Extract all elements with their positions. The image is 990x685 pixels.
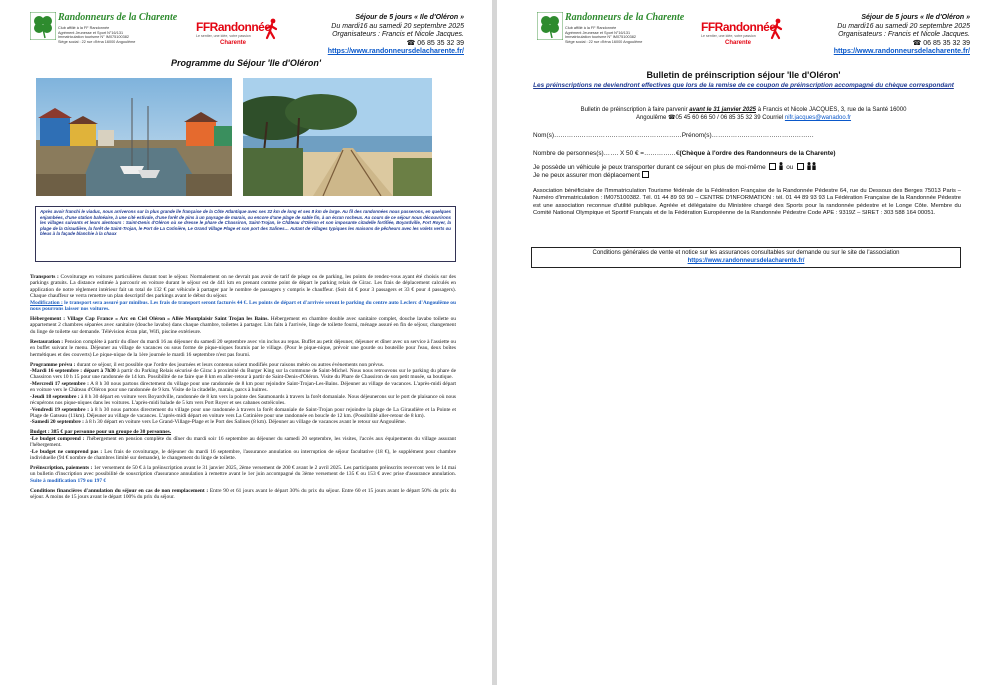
ffr-logo — [196, 16, 280, 52]
budget-exclut — [30, 449, 456, 462]
clover-icon — [30, 12, 56, 40]
club-line: Club affilié à la FF Randonnée — [58, 26, 110, 30]
cheque-note: (Chèque à l'ordre des Randonneurs de la Charente) — [679, 150, 836, 157]
section-label: Restauration : — [30, 338, 64, 345]
header-info — [834, 14, 970, 57]
modification-section — [30, 300, 456, 313]
send-instructions — [527, 106, 960, 122]
club-line: Agrément Jeunesse et Sport N°16/131 — [565, 30, 631, 35]
restauration-text: Pension complète à partir du dîner du mardi 16 au déjeuner du samedi 20 septembre avec vin inclus au repas. Buffet au petit déjeuner, déjeuner et dîner avec un service à l'assiette ou en buffet suivant le menu. Déjeuner au village de vacances ou sous forme de pique-niques fournis par le village. (Pour le pique-nique, prévoir une gourde ou bouteille pour l'eau, deux boîtes hermétiques et des couverts) Le pique-nique de la 1ère journée le mardi 16 septembre n'est pas fourni. — [30, 338, 456, 358]
ffr-tagline: Le sentier, une idée, votre passion — [196, 34, 251, 38]
send-pre: Bulletin de préinscription à faire parvenir — [580, 107, 688, 113]
day-text: à 8 h 30 départ en voiture vers Le Grand-Village-Plage et le Port des Salines (8 km). Déjeuner au village de vacances avant le retour sur Angoulême. — [85, 419, 406, 426]
ffr-logo — [701, 16, 785, 52]
club-line: Siège social : 22 rue d'Iéna 16000 Angoulême — [58, 39, 136, 44]
page-programme — [0, 0, 492, 685]
club-line: Siège social : 22 rue d'Iéna 16000 Angoulême — [565, 39, 643, 44]
club-line: Agrément Jeunesse et Sport N°16/131 — [58, 30, 124, 35]
club-line: Immatriculation tourisme N° IM075100382 — [565, 35, 636, 40]
places-field[interactable] — [533, 150, 963, 157]
club-logo — [30, 12, 178, 54]
forest-photo — [243, 78, 432, 196]
harbour-cabins-image — [36, 78, 232, 196]
section-label: Transports : — [30, 274, 59, 280]
restauration-section — [30, 339, 456, 358]
page-bulletin — [497, 0, 990, 685]
conditions-text: Conditions générales de vente et notice sur les assurances consultables sur demande ou sur le site de l'association — [592, 250, 900, 256]
hebergement-place: Village Cap France « Arc en Ciel Oléron » Allée Montplaisir Saint Trojan les Bains. — [67, 316, 269, 323]
hiker-icon — [769, 18, 785, 40]
day-item — [30, 394, 456, 407]
email-link[interactable]: nifr.jacques@wanadoo.fr — [784, 115, 852, 121]
section-label: -Le budget ne comprend pas : — [30, 448, 103, 455]
budget-comprend — [30, 436, 456, 449]
ffr-region: Charente — [725, 40, 752, 46]
preinscription-text: 1er versement de 50 € à la préinscription avant le 31 janvier 2025, 2ème versement de 200 € avant le 2 avril 2025. Les participants préinscrits recevront vers le 14 mai un bulletin d'inscription avec possibilité de souscription d'assurance annulation à remettre avant le 1er juin accompagné du 3ème versement de 135 € ou 153 € avec prise d'assurance annulation. — [30, 464, 456, 478]
conditions-box — [531, 247, 961, 268]
preinscription-modification: Suite à modification 179 ou 197 € — [30, 477, 107, 484]
day-label: -Jeudi 18 septembre : — [30, 393, 80, 400]
day-label: -Mercredi 17 septembre : — [30, 380, 89, 387]
no-transport-label: Je ne peux assurer mon déplacement — [533, 172, 640, 179]
header — [497, 6, 990, 58]
clover-icon — [537, 12, 563, 40]
vehicle-one-checkbox[interactable] — [769, 163, 776, 170]
section-label: Programme prévu : — [30, 361, 76, 368]
sejour-dates: Du mardi16 au samedi 20 septembre 2025 — [331, 22, 464, 30]
two-persons-icon — [806, 162, 817, 170]
header-info — [328, 14, 464, 57]
programme-body — [30, 274, 456, 504]
association-info: Association bénéficiaire de l'Immatriculation Tourisme fédérale de la Fédération Française de la Randonnée Pédestre 64, rue du Dessous des Berges 75013 Paris – Numéro d'immatriculation : IM075100382. Tél. 01 44 89 93 90 – CENTRE D'INFORMATION : tél. 01 44 89 93 93 La Fédération Française de la Randonnée Pédestre est une association reconnue d'utilité publique. Agréée et délégataire du Ministère chargé des Sports pour la randonnée pédestre et le Longe Côte. Membre du Comité National Olympique et Sportif Français et de la Fédération Européenne de la Randonnée Pédestre Code APE : 9319Z – SIRET : 303 588 164 00051. — [533, 188, 961, 217]
harbour-photo — [36, 78, 232, 196]
ffr-name: FFRandonnée — [196, 20, 271, 34]
hebergement-text: Hébergement en chambre double avec sanitaire complet, douche lavabo toilette ou appartement 2 chambres séparées avec sanitaire (douche lavabo) dans chaque chambre, toilettes à partager. Lits faits à l'arrivée, linge de toilette fourni, ménage assuré en fin de séjour, changement du linge de toilette sur demande. Télévision écran plat, Wifi, piscine extérieure. — [30, 316, 456, 335]
vehicle-two-checkbox[interactable] — [797, 163, 804, 170]
transports-text: Covoiturage en voitures particulières durant tout le séjour. Normalement on ne devrait pas avoir de tarif de péage ou de parking, les points de rendez-vous ayant été choisis sur des parkings gratuits. La distance estimée à parcourir en voiture durant le séjour est de 441 km en prenant comme point de départ le parking relais de Girac. Les frais de déplacement calculés en application de notre règlement intérieur fait un total de 132 € par véhicule à partager par le nombre de passagers y compris le chauffeur. (Soit 44 € pour 3 passagers et 33 € pour 4 passagers). Chaque chauffeur se verra remettre un plan descriptif des parkings avant le début du séjour. — [30, 274, 456, 300]
send-post: à Francis et Nicole JACQUES, 3, rue de la Santé 16000 — [757, 107, 907, 113]
vehicle-label: Je possède un véhicule je peux transporter durant ce séjour en plus de moi-même — [533, 164, 766, 171]
club-logo — [537, 12, 685, 54]
preinscription-section — [30, 465, 456, 484]
club-line: Club affilié à la FF Randonnée — [565, 26, 617, 30]
phone: ☎ 06 85 35 32 39 — [912, 39, 970, 47]
section-label: Préinscription, paiements : — [30, 464, 93, 471]
sejour-title: Séjour de 5 jours « Ile d'Oléron » — [355, 14, 464, 21]
day-label: -Vendredi 19 septembre : — [30, 406, 90, 413]
organisateurs: Organisateurs : Francis et Nicole Jacques. — [838, 31, 970, 39]
section-label: Hébergement : — [30, 316, 66, 323]
sejour-dates: Du mardi16 au samedi 20 septembre 2025 — [837, 22, 970, 30]
day-item — [30, 381, 456, 394]
bulletin-title: Bulletin de préinscription séjour 'Ile d'Oléron' — [646, 70, 841, 80]
club-name: Randonneurs de la Charente — [58, 12, 178, 23]
no-transport-checkbox[interactable] — [642, 171, 649, 178]
hiker-icon — [264, 18, 280, 40]
website-link[interactable]: https://www.randonneursdelacharente.fr/ — [833, 48, 970, 56]
section-label: -Le budget comprend : — [30, 435, 85, 442]
organisateurs: Organisateurs : Francis et Nicole Jacques. — [332, 31, 464, 39]
hebergement-section — [30, 316, 456, 335]
section-label: Modification : — [30, 299, 63, 306]
day-label: -Samedi 20 septembre : — [30, 419, 84, 426]
day-text: à partir du Parking Relais sécurisé de Girac à proximité du Burger King sur la commune de Saint-Michel. Nous nous retrouvons sur le parking du phare de Chassiron vers 10 h 15 pour une randonnée de 14 km. Possibilité de ne faire que 8 km en aller-retour à partir de Saint-Denis-d'Oléron. Visite du Phare de Chassiron de son petit musée, sa boutique. — [30, 368, 456, 381]
intro-box: Après avoir franchi le viaduc, nous arriverons sur la plus grande île française de la Côte Atlantique avec ses 32 km de long et ses 8 km de large. Au fil des randonnées nous passerons, en quelques enjambées, d'une station balnéaire, à une cité estivale, d'une forêt de pins à un paysage de marais, ou encore d'une plage de sable fin, à un écran rocheux. Au cours de ce séjour nous découvrirons les villages suivants et leurs alentours : Saint-Denis d'Oléron où se dresse le phare de Chassiron, Saint-Trojan, le Château d'Oléron et son imposante citadelle fortifiée, Boyardville, Fort Royer, la plage de la Giraudière, la forêt de Saint-Trojan, le Port de La Cotinière, Le Grand Village Plage et son port des Salines… Autant de villages typiques les maisons de pêcheurs avec les volets verts ou bleus à la façade blanchie à la chaux — [35, 206, 456, 262]
conditions-link[interactable]: https://www.randonneursdelacharente.fr/ — [687, 258, 805, 264]
day-label: -Mardi 16 septembre : départ à 7h30 — [30, 368, 116, 375]
day-item — [30, 407, 456, 420]
name-field[interactable]: Nom(s)……………………………………………………Prénom(s)………………………………………… — [533, 132, 814, 139]
budget-exclut-text: Les frais de covoiturage, le déjeuner du mardi 16 septembre, l'assurance annulation ou interruption de séjour facultative (18 €), le supplément pour chambre individuelle (94 € nombre de chambres limité sur demande), le changement du linge de toilette. — [30, 448, 456, 461]
section-label: Conditions financières d'annulation du séjour en cas de non remplacement : — [30, 487, 209, 494]
send-line2: Angoulême ☎05 45 60 66 50 / 06 85 35 32 39 Courriel — [635, 115, 784, 121]
header — [0, 6, 492, 58]
website-link[interactable]: https://www.randonneursdelacharente.fr/ — [327, 48, 464, 56]
budget-label: Budget : 385 € par personne pour un groupe de 30 personnes. — [30, 429, 172, 436]
day-text: A 8 h 30 nous partons directement du village pour une randonnée de 8 km pour rejoindre Saint-Trojan-Les-Bains. Déjeuner au village de vacances. L'après-midi départ en voiture vers le Château d'Oléron pour une randonnée de 9 km. Visite de la citadelle, marais, parcs à huitres. — [30, 380, 457, 394]
phone: ☎ 06 85 35 32 39 — [406, 39, 464, 47]
day-text: à 8 h 30 départ en voiture vers Boyardville, randonnée de 8 km vers la pointe des Saumonards à travers la forêt domaniale. Nous déjeunerons sur le port de plaisance où nous récupérons nos pique-niques dans les voitures. L'après-midi balade de 5 km vers Port Royer et ses cabanes ostréicoles. — [30, 393, 456, 407]
bulletin-subtitle: Les préinscriptions ne deviendront effectives que lors de la remise de ce coupon de préinscription accompagné du chèque correspondant — [533, 82, 954, 89]
ffr-name: FFRandonnée — [701, 20, 776, 34]
day-item — [30, 419, 456, 425]
budget-comprend-text: l'hébergement en pension complète du dîner du mardi soir 16 septembre au déjeuner du samedi 20 septembre, les visites, l'accès aux équipements du village assurant l'hébergement. — [30, 435, 456, 449]
or-label: ou — [786, 164, 794, 171]
conditions-text: Entre 90 et 61 jours avant le départ 30% du prix du séjour. Entre 60 et 15 jours avant le départ 50% du prix du séjour. A moins de 15 jours avant le départ 100% du prix du séjour. — [30, 487, 456, 501]
club-line: Immatriculation tourisme N° IM075100382 — [58, 35, 129, 40]
modification-text: le transport sera assuré par minibus. Les frais de transport seront facturés 44 €. Les points de départ et d'arrivée seront le parking du centre auto Leclerc d'Angoulême ou nous pourrons laisser nos voitures. — [30, 299, 456, 313]
conditions-section — [30, 488, 456, 501]
club-name: Randonneurs de la Charente — [565, 12, 685, 23]
programme-intro: durant ce séjour, il est possible que l'ordre des journées et leurs contenus soient modifiés pour raisons météo ou autres évènements non prévus. — [76, 361, 385, 368]
page-title: Programme du Séjour 'Ile d'Oléron' — [171, 58, 321, 68]
ffr-tagline: Le sentier, une idée, votre passion — [701, 34, 756, 38]
ffr-region: Charente — [220, 40, 247, 46]
no-transport-row — [533, 171, 963, 179]
forest-beach-path-image — [243, 78, 432, 196]
person-icon — [778, 162, 784, 170]
places-label: Nombre de personnes(s)……. X 50 € =……………€ — [533, 150, 680, 157]
send-deadline: avant le 31 janvier 2025 — [689, 107, 757, 113]
sejour-title: Séjour de 5 jours « Ile d'Oléron » — [861, 14, 970, 21]
transports-section — [30, 274, 456, 300]
day-text: à 8 h 30 nous partons directement du village pour une randonnée à travers la forêt domaniale de Saint-Trojan pour rejoindre la plage de La Giraudière et la Pointe et Plage de Gatseau (11km). Déjeuner au village de vacances. L'après-midi départ en voiture vers La Cotinière pour une randonnée en boucle de 12 km. (Possibilité aller-retour de 8 km). — [30, 406, 456, 419]
vehicle-row — [533, 162, 963, 171]
day-item — [30, 368, 456, 381]
